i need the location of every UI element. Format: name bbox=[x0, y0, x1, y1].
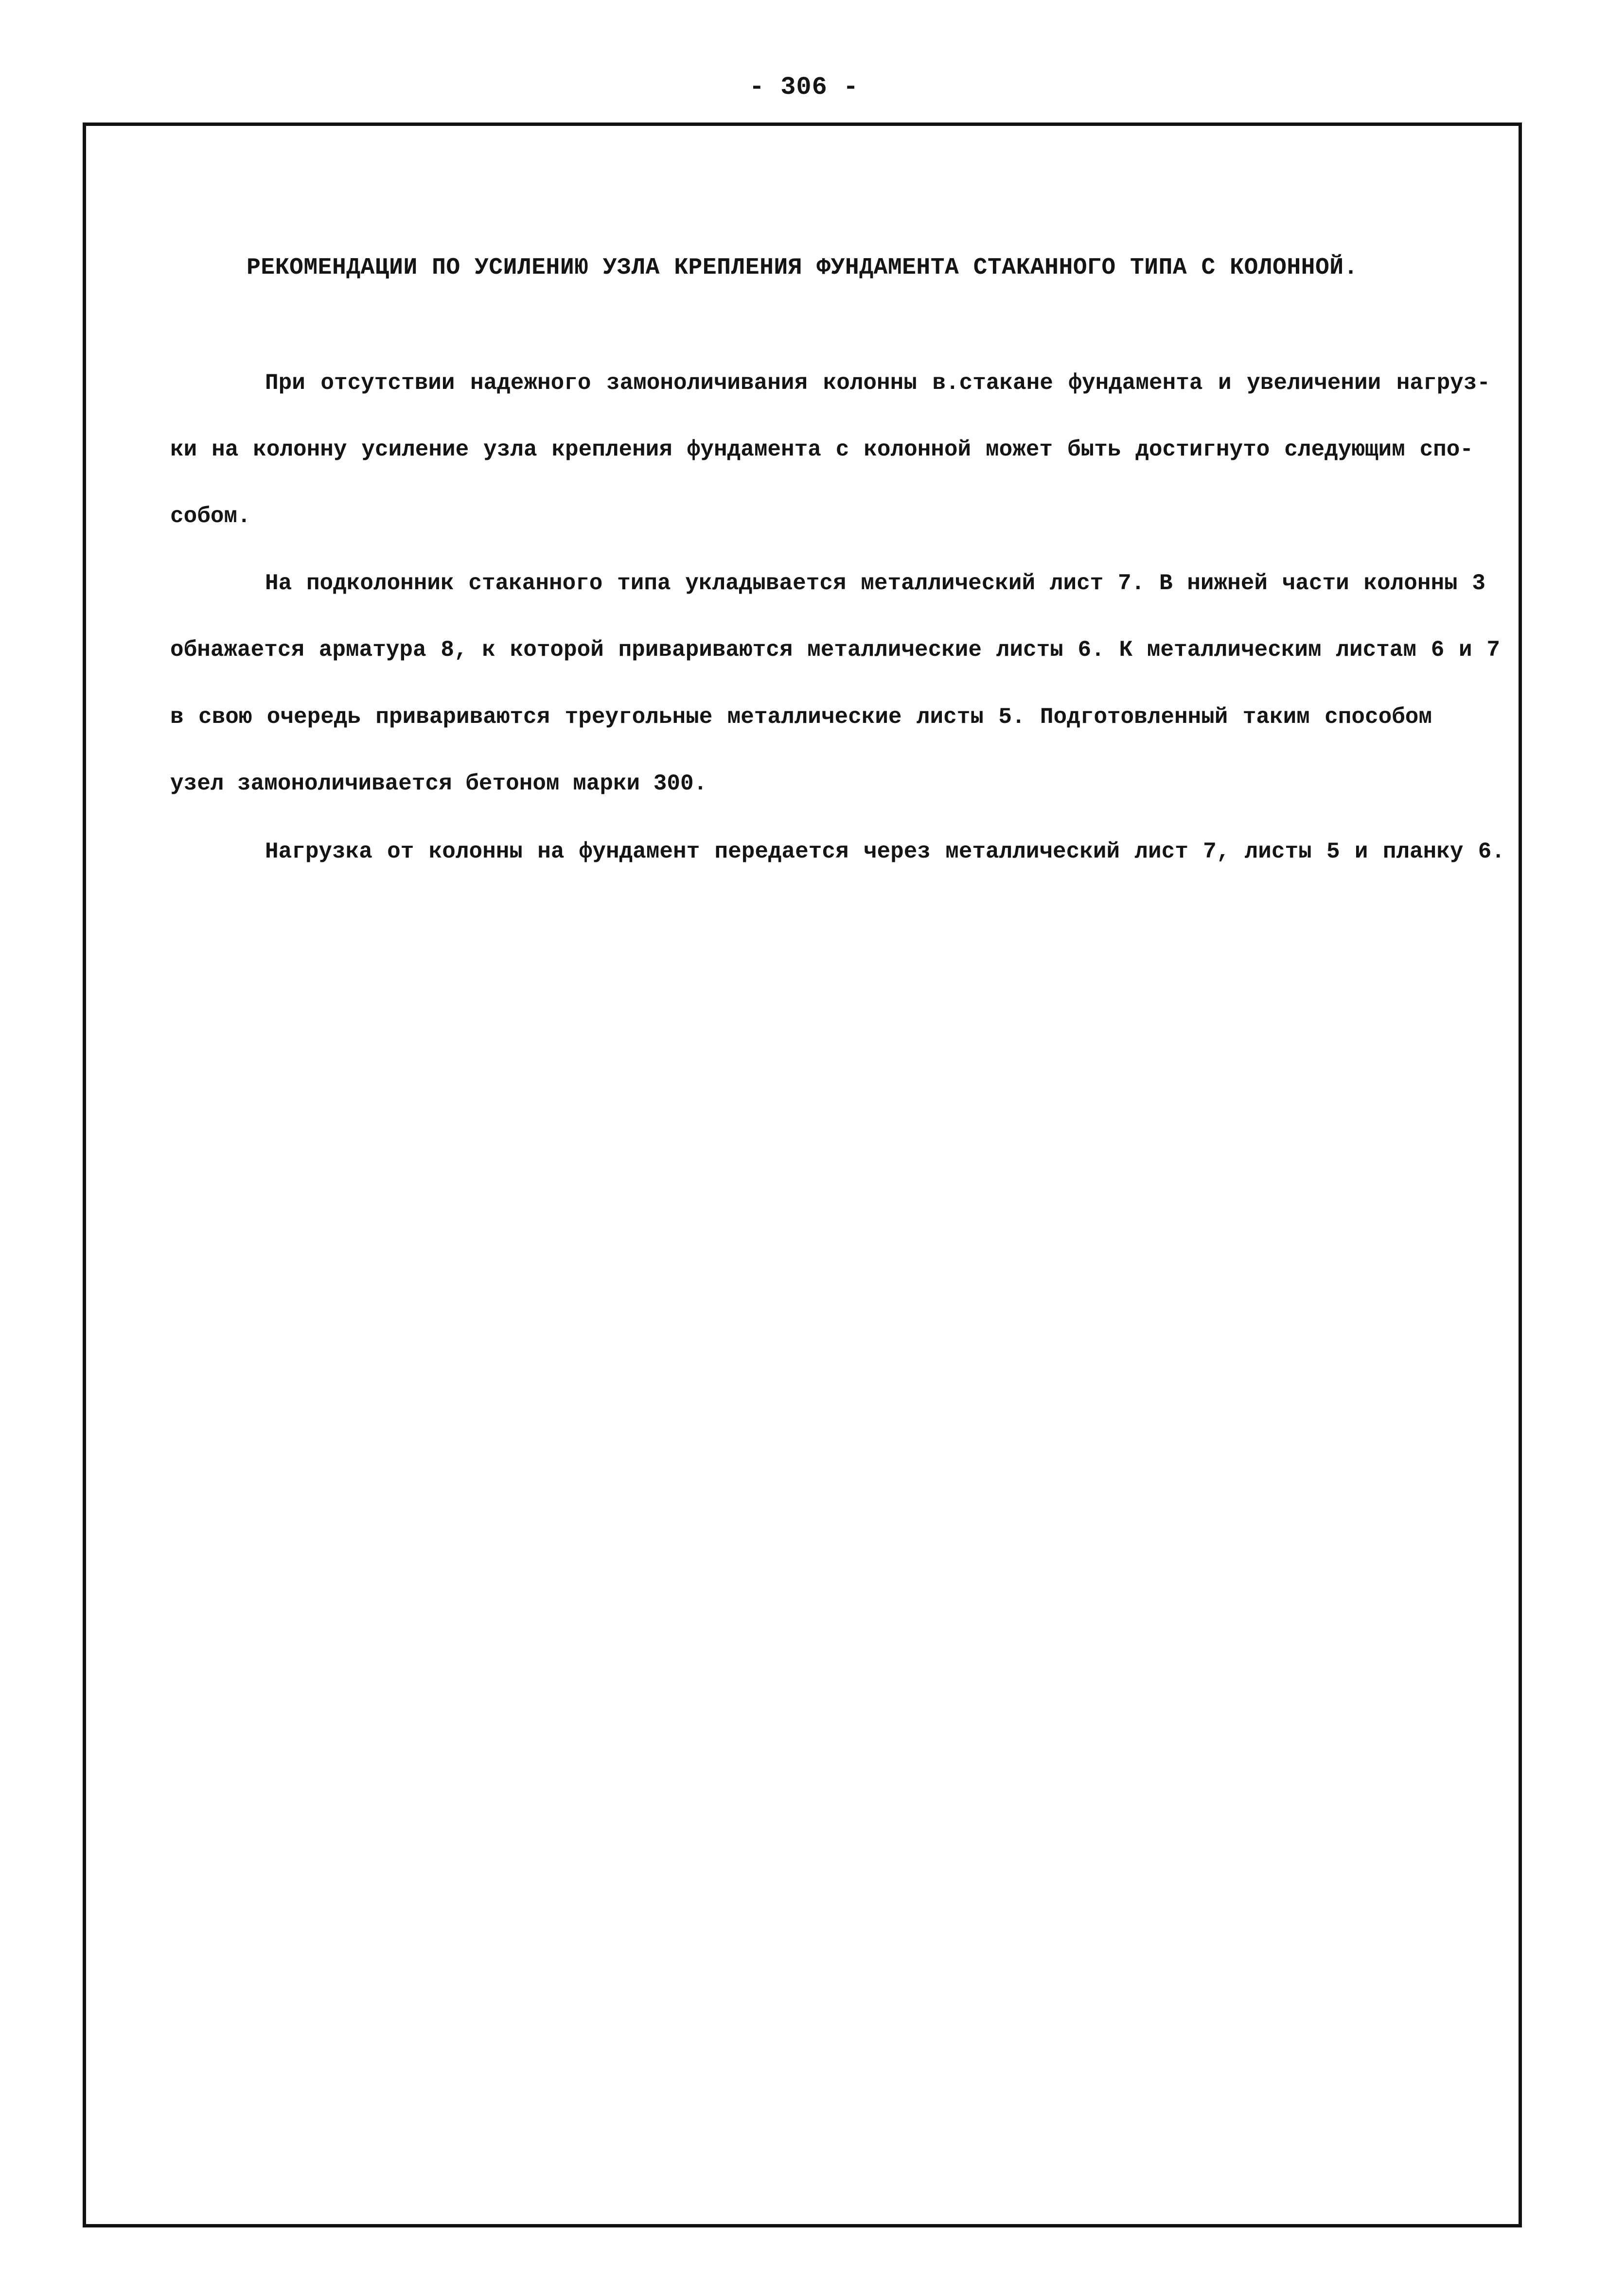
paragraph-1-line-3: собом. bbox=[170, 504, 251, 529]
document-title: РЕКОМЕНДАЦИИ ПО УСИЛЕНИЮ УЗЛА КРЕПЛЕНИЯ ФУНДАМЕНТА СТАКАННОГО ТИПА С КОЛОННОЙ. bbox=[247, 255, 1358, 281]
paragraph-2-line-2: обнажается арматура 8, к которой привариваются металлические листы 6. К металлическим листам 6 и 7 bbox=[170, 637, 1500, 663]
paragraph-1-line-2: ки на колонну усиление узла крепления фундамента с колонной может быть достигнуто следующим спо- bbox=[170, 437, 1473, 462]
paragraph-2-line-1: На подколонник стаканного типа укладывается металлический лист 7. В нижней части колонны 3 bbox=[265, 571, 1485, 596]
paragraph-2-line-4: узел замоноличивается бетоном марки 300. bbox=[170, 771, 707, 796]
paragraph-1-line-1: При отсутствии надежного замоноличивания колонны в.стакане фундамента и увеличении нагруз- bbox=[265, 370, 1490, 396]
page-number: - 306 - bbox=[749, 73, 859, 102]
paragraph-2-line-3: в свою очередь привариваются треугольные металлические листы 5. Подготовленный таким способом bbox=[170, 704, 1432, 730]
paragraph-3-line-1: Нагрузка от колонны на фундамент передается через металлический лист 7, листы 5 и планку 6. bbox=[265, 839, 1505, 864]
